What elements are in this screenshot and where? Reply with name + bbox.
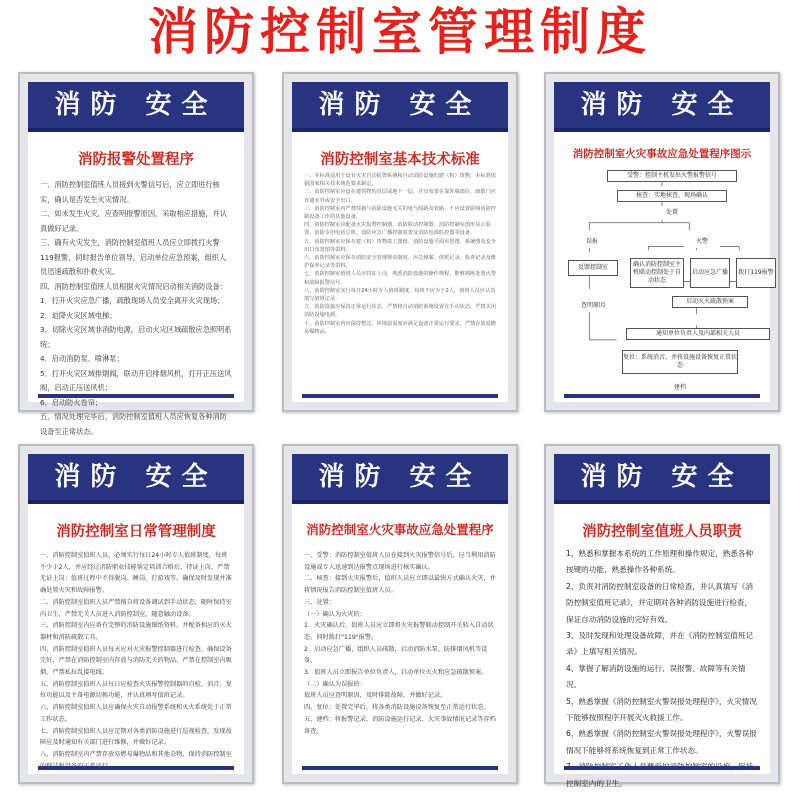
panel-subtitle: 消防报警处置程序: [78, 152, 194, 168]
flow-node: 通知单位负责人及内部相关人员: [626, 328, 770, 340]
panel-bottom-bar: [564, 394, 760, 398]
body-line: 2．迫降火灾区域电梯；: [40, 310, 117, 320]
panel-subtitle: 消防控制室火灾事故应急处置程序: [306, 522, 494, 537]
body-line: 一、消防控制室值班人员接到火警信号后，应立即进行核实，确认是否发生火灾情况。: [40, 180, 220, 204]
body-line: 3、及时发现和处理设备故障，并在《消防控制室值班记录》上填写相关情况。: [566, 631, 754, 657]
body-line: 2、负责对消防控制室设备的日常检查，并认真填写《消防控制室值班记录》，并定期对各种消防设施进行检查，保证自动消防设施的完好有效。: [566, 581, 754, 624]
flow-node: 火警: [684, 236, 720, 248]
panel-bottom-bar: [38, 766, 234, 770]
body-line: 5、熟悉掌握《消防控制室火警误报处理程序》，火灾情况下能够按照程序开展灭火救援工作。: [566, 696, 757, 723]
panel-banner: 消防 安全: [28, 454, 244, 504]
body-line: 十、消防控制室内应保持整洁，环境温湿度应满足设备正常运行要求，严禁存放易燃易爆物品。: [304, 320, 496, 335]
body-line: 4．启动消防泵、喷淋泵；: [40, 354, 124, 363]
body-line: 二、如未发生火灾，应查明报警原因，采取相应措施，并认真做好记录。: [40, 209, 227, 233]
body-line: 4、掌握了解消防设施的运行、误报警、故障等有关情况。: [566, 663, 746, 690]
panel-banner: 消防 安全: [292, 454, 508, 504]
body-line: 二、消防控制室值班人员严禁擅自将设备调试到手动状态，随时保持室内卫生，严禁无关人员进入消防控制室，随意触动设备。: [40, 598, 232, 618]
body-line: 一、受警：消防控制室值班人员在接到火灾报警信号后，应当利用消防设施或专人迅速到达报警点现场进行核实确认。: [304, 552, 496, 571]
panel-subtitle: 消防控制室火灾事故应急处置程序图示: [572, 148, 752, 160]
panel-banner: 消防 安全: [292, 82, 508, 132]
flow-node: 复位：系统消音，并将设施设备恢复正常状态: [622, 350, 738, 374]
body-line: 五、消防控制室值班人员每日应检查火灾报警控制器的自检、消音、复位功能以及主备电源切换功能，并认真填写值班记录。: [40, 680, 232, 700]
body-line: 七、消防控制室值班人员应持证上岗，熟悉消防设施的操作规程，能够熟练处置火警和故障报警信号。: [304, 271, 496, 286]
flow-node: 拨打119报警: [736, 258, 776, 288]
body-line: 四、消防控制室值班人员每天应对火灾报警控制器进行检查，确保设备完好，严禁在消防控制室内存放与消防无关的物品，严禁在控制室内吸烟，严禁私拉乱接电线。: [40, 645, 232, 677]
body-line: 值班人员应查明原因，及时排除故障，并做好记录。: [304, 692, 447, 700]
flow-node: 查明原因: [570, 300, 616, 312]
panel-bottom-bar: [564, 766, 760, 770]
sign-panel-technical-standard: [282, 72, 518, 412]
body-line: 三、处置：: [304, 598, 335, 606]
body-line: 六、消防控制室值班人员应确保火灾自动报警系统和灭火系统处于正常工作状态。: [40, 704, 232, 723]
panel-banner: 消防 安全: [554, 454, 770, 504]
sign-panel-emergency-procedure: [282, 444, 518, 784]
body-line: 一、消防控制室值班人员，必须实行每日24小时专人值班制度，每班不少于2人，并应经过消防职业技能鉴定培训合格后，持证上岗，严禁无证上岗；值班过程中不得脱岗、睡岗、打游戏等，确保及时发现并准确处置火灾和故障报警。: [40, 552, 232, 595]
panel-banner: 消防 安全: [554, 82, 770, 132]
body-line: 六、消防控制室应保存消防安全管理规章制度、应急预案、值班记录、检查记录及维护保养记录等资料。: [304, 255, 496, 270]
body-line: 八、消防控制室实行每日24小时专人值班制度，每班不应少于2人，值班人员应认真填写值班记录。: [304, 287, 496, 303]
flow-node: 误报: [574, 236, 610, 248]
flow-node: 启动灭火疏散预案: [672, 296, 748, 308]
panel-banner: 消防 安全: [28, 82, 244, 132]
panel-body: [304, 550, 496, 756]
body-line: 五、情况处理完毕后，消防控制室值班人员应恢复各种消防设备至正常状态。: [40, 412, 227, 436]
body-line: 2．启动应急广播，组织人员疏散，启动消防水泵、防排烟风机等设备。: [304, 645, 488, 665]
flowchart: [562, 166, 774, 391]
body-line: 三、确有火灾发生，消防控制室值班人员应立即拨打火警119报警，同时报告单位领导，启动单位应急预案，组织人员迅速疏散和扑救火灾。: [40, 238, 227, 276]
body-line: 控制室内的卫生。: [566, 778, 627, 788]
body-line: （二）确认为误报的：: [304, 680, 366, 688]
body-line: 五、消防控制室应保存建（构）筑物竣工图纸、消防设施平面布置图、系统图及安全出口布置图等资料。: [304, 238, 496, 253]
body-line: 3．切除火灾区域非消防电源，启动火灾区域疏散应急照明系统；: [40, 325, 232, 349]
sign-panel-alarm-procedure: [18, 72, 254, 436]
panel-body: [40, 550, 232, 756]
panel-bottom-bar: [302, 766, 498, 770]
body-line: 1．火灾确认后，值班人员应立即将火灾报警联动控制开关转入自动状态，同时拨打"119"报警。: [304, 622, 494, 641]
flow-node: 建档: [662, 382, 698, 394]
body-line: 七、消防控制室值班人员应定期对各类消防设施进行巡视检查，发现故障应及时通知有关部门进行维修，并做好记录。: [40, 727, 232, 747]
panel-body: [566, 546, 758, 788]
body-line: 四、消防控制室值班人员根据火灾情况启动相关消防设备：: [40, 281, 227, 291]
body-line: 1、熟悉和掌握本系统的工作原理和操作规定，熟悉各种按键的功能，熟悉操作各种系统。: [566, 549, 754, 575]
body-line: （一）确认为火灾的：: [304, 610, 366, 618]
body-line: 1．打开火灾应急广播，疏散现场人员安全离开火灾现场；: [40, 296, 225, 305]
panel-body: [304, 172, 496, 384]
flow-node: 确认消防控制室主机联动控制处于自动状态: [630, 258, 684, 288]
panel-subtitle: 消防控制室日常管理制度: [56, 524, 216, 540]
panel-bottom-bar: [38, 394, 234, 398]
sign-panel-flowchart: [544, 72, 780, 412]
panel-subtitle: 消防控制室基本技术标准: [320, 152, 480, 168]
body-line: 三、消防控制室内应备有完整的消防设施图纸资料，并配备相应的灭火器材和消防疏散工具。: [40, 622, 232, 641]
flow-node: 反馈控制室: [568, 260, 618, 276]
body-line: 二、消防控制室应设在建筑物的首层或地下一层，并宜布置在靠外墙部位，疏散门应直通室外或安全出口。: [304, 189, 496, 204]
body-line: 一、本标准适用于设有火灾自动报警系统和自动消防设施的建（构）筑物，本标准依据国家相关技术规范要求制定。: [304, 173, 496, 188]
body-line: 四、复位：处置完毕后，将各类消防设施设备恢复至正常运行状态。: [304, 704, 490, 712]
sign-panel-duty-responsibilities: [544, 444, 780, 788]
flow-node: 处置: [592, 206, 752, 220]
body-line: 八、消防控制室内严禁存放易燃易爆物品和其他杂物，保持消防控制室: [40, 750, 232, 758]
body-line: 九、消防设施应保持正常运行状态，严禁将自动消防系统设置在手动状态，严禁关闭消防设施电源。: [304, 304, 496, 319]
panel-subtitle: 消防控制室值班人员职责: [582, 524, 742, 540]
flow-node: 受警：控制主机发出火警报警信号: [607, 170, 737, 182]
body-line: 四、消防控制室应配备火灾报警控制器、消防联动控制器、消防控制室图形显示装置、消防专用电话总机、消防应急广播控制装置及消防电源监控器等设备。: [304, 222, 491, 237]
body-line: 五、建档：将报警记录、消防设施运行记录、火灾事故情况记录等存档备查。: [304, 715, 496, 735]
body-line: 6、熟悉掌握《消防控制室火警误报处理程序》，火警误报情况下能够将系统恢复到正常工作状态。: [566, 729, 757, 755]
flow-node: 核查：实地核查，现场确认: [617, 190, 727, 202]
body-line: 二、核查：接到火灾报警后，值班人员应立即以最快方式确认火灾，并将情况报告消防控制室值班人员。: [304, 575, 496, 595]
body-line: 6．启动防火卷帘；: [40, 397, 103, 407]
sign-panel-daily-management: [18, 444, 254, 784]
body-line: 三、消防控制室内严禁穿越与消防设施无关的电气线路及管路，不应设置影响消防控制设备工作的其他设备。: [304, 205, 496, 221]
panel-bottom-bar: [302, 394, 498, 398]
flow-node: 启动应急广播: [690, 258, 730, 288]
body-line: 3．值班人员立即报告单位负责人，启动单位灭火和应急疏散预案。: [304, 669, 488, 677]
page-title: 消防控制室管理制度: [148, 3, 652, 61]
body-line: 5．打开火灾区域排烟阀，联动开启排烟风机，打开正压送风阀，启动正压送风机；: [40, 368, 232, 392]
panel-body: [40, 178, 232, 436]
